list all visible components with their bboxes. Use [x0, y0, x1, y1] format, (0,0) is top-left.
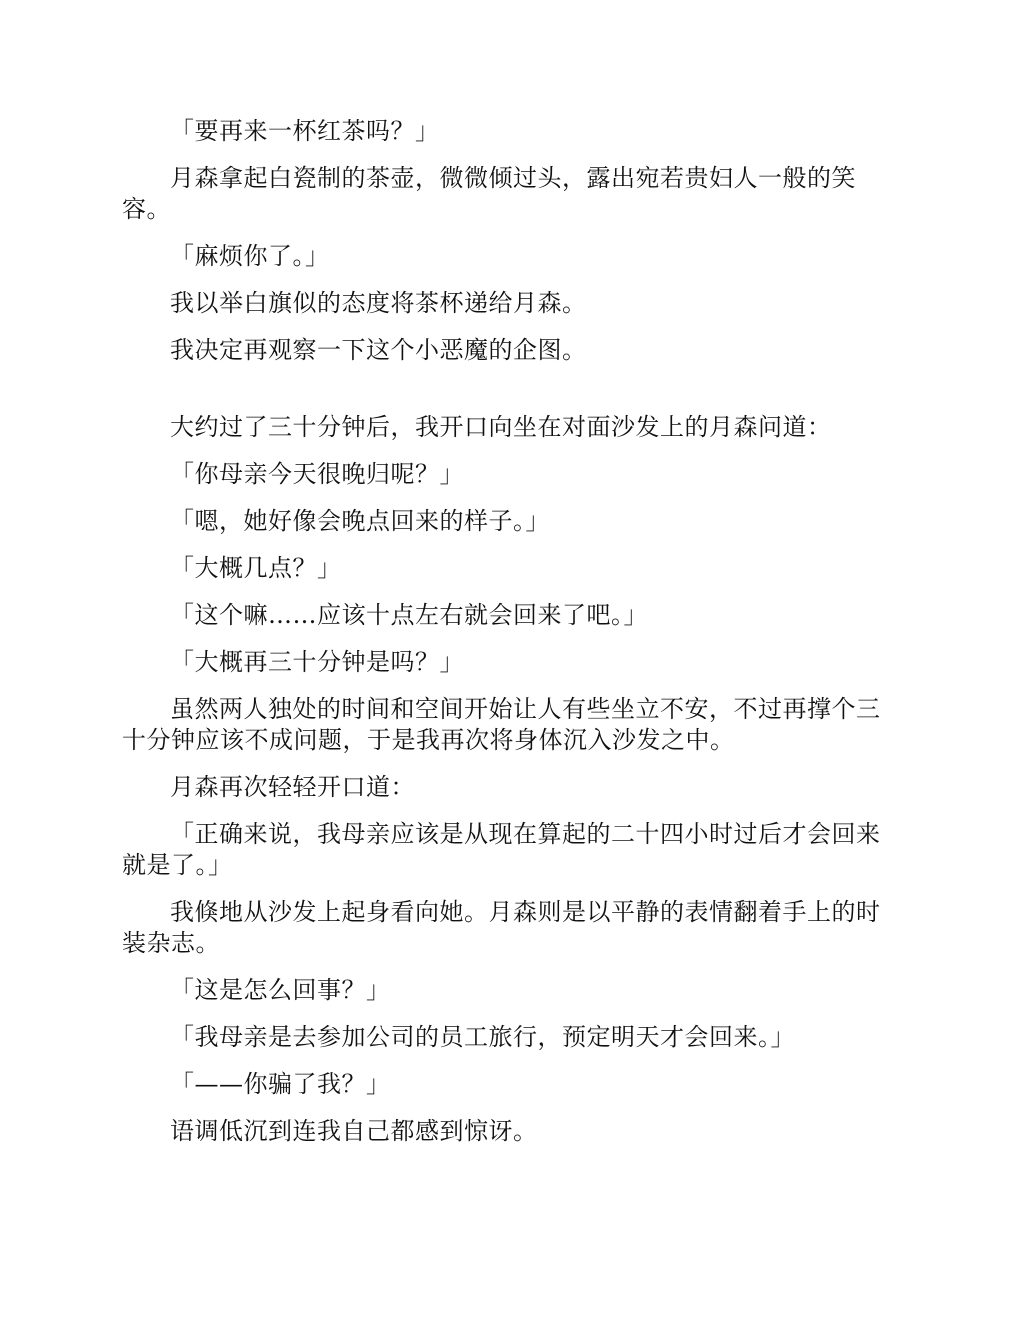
paragraph: 我以举白旗似的态度将茶杯递给月森。	[170, 289, 587, 317]
body-text	[122, 116, 898, 1163]
paragraph: 「大概几点？」	[170, 554, 342, 582]
paragraph: 「这是怎么回事？」	[170, 976, 391, 1004]
paragraph: 大约过了三十分钟后，我开口向坐在对面沙发上的月森问道：	[170, 413, 832, 441]
paragraph: 语调低沉到连我自己都感到惊讶。	[170, 1117, 538, 1145]
paragraph: 月森拿起白瓷制的茶壶，微微倾过头，露出宛若贵妇人一般的笑容。	[122, 164, 856, 223]
paragraph: 「正确来说，我母亲应该是从现在算起的二十四小时过后才会回来就是了。」	[122, 820, 881, 879]
paragraph: 虽然两人独处的时间和空间开始让人有些坐立不安，不过再撑个三十分钟应该不成问题，于是我再次将身体沉入沙发之中。	[122, 695, 881, 754]
paragraph: 我决定再观察一下这个小恶魔的企图。	[170, 336, 587, 364]
paragraph: 「嗯，她好像会晚点回来的样子。」	[170, 507, 550, 535]
paragraph: 「——你骗了我？」	[170, 1070, 391, 1098]
paragraph: 「我母亲是去参加公司的员工旅行，预定明天才会回来。」	[170, 1023, 795, 1051]
paragraph: 「你母亲今天很晚归呢？」	[170, 460, 464, 488]
paragraph: 「这个嘛……应该十点左右就会回来了吧。」	[170, 601, 648, 629]
paragraph: 我倏地从沙发上起身看向她。月森则是以平静的表情翻着手上的时装杂志。	[122, 898, 881, 957]
paragraph: 月森再次轻轻开口道：	[170, 773, 415, 801]
paragraph: 「麻烦你了。」	[170, 242, 330, 270]
paragraph: 「要再来一杯红茶吗？」	[170, 117, 440, 145]
paragraph: 「大概再三十分钟是吗？」	[170, 648, 464, 676]
